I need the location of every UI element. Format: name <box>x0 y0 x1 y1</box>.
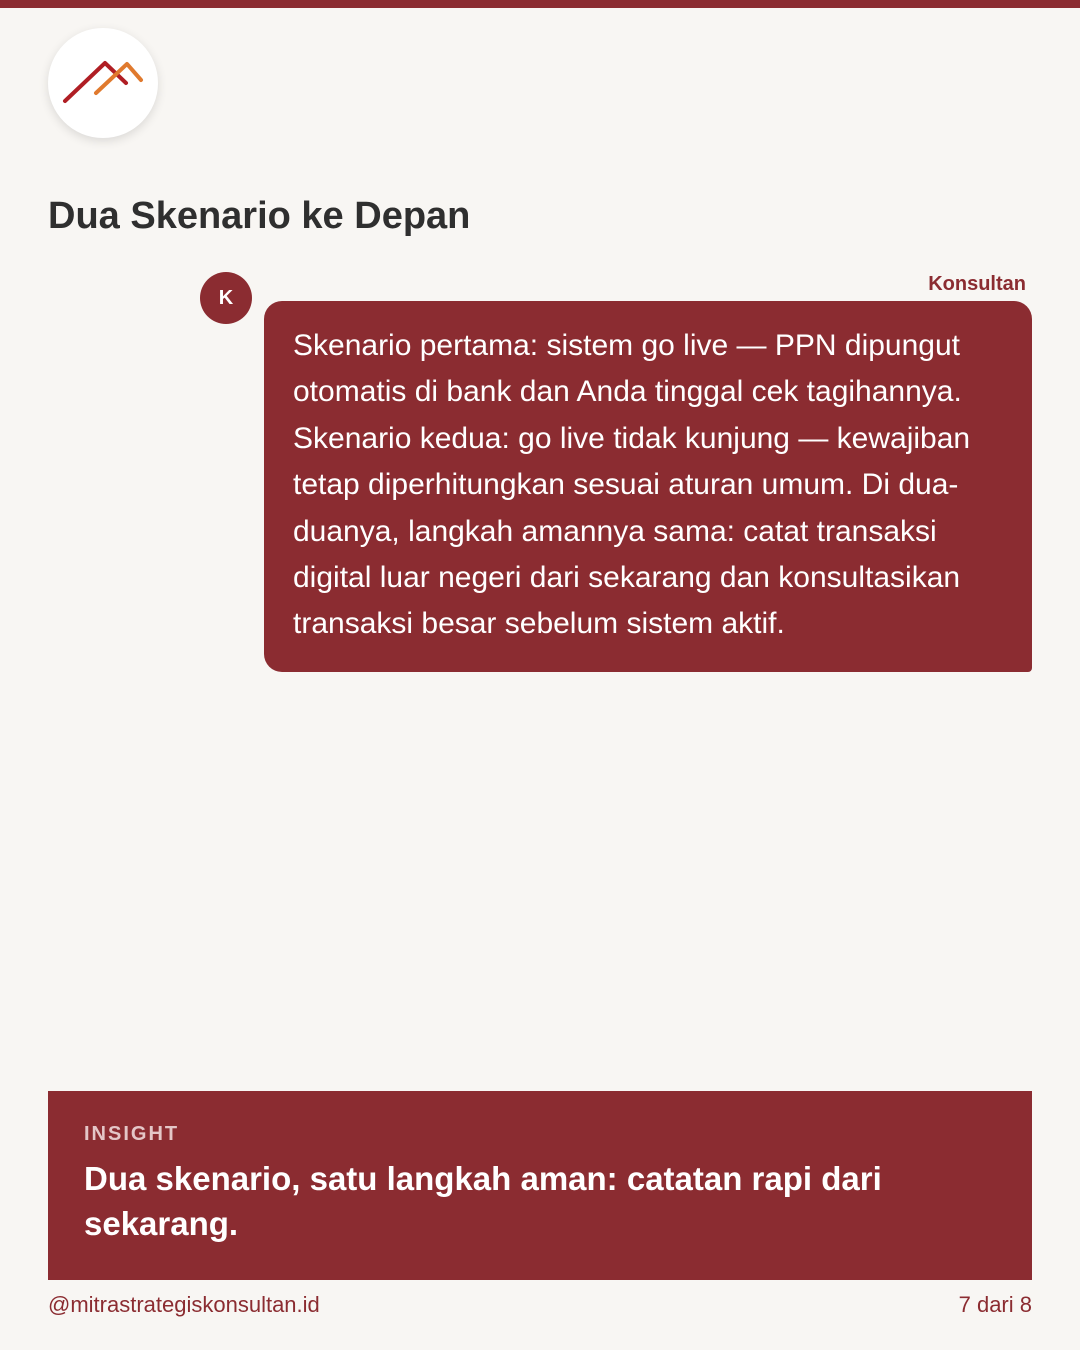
sender-name: Konsultan <box>928 273 1026 295</box>
social-handle: @mitrastrategiskonsultan.id <box>48 1292 320 1317</box>
chat-bubble <box>264 301 1032 672</box>
top-accent-bar <box>0 0 1080 8</box>
insight-box <box>48 1091 1032 1280</box>
chat-message-text: Skenario pertama: sistem go live — PPN dipungut otomatis di bank dan Anda tinggal cek tagihannya. Skenario kedua: go live tidak kunjung — kewajiban tetap diperhitungkan sesuai aturan umum. Di dua-duanya, langkah amannya sama: catat transaksi digital luar negeri dari sekarang dan konsultasikan transaksi besar sebelum sistem aktif. <box>293 329 971 641</box>
page-indicator: 7 dari 8 <box>958 1292 1032 1317</box>
avatar-initial: K <box>218 286 234 309</box>
avatar <box>200 272 252 324</box>
insight-text: Dua skenario, satu langkah aman: catatan rapi dari sekarang. <box>84 1160 882 1242</box>
insight-label: INSIGHT <box>84 1123 180 1145</box>
brand-logo <box>48 28 158 138</box>
page-title: Dua Skenario ke Depan <box>48 195 471 237</box>
mountain-peaks-icon <box>48 28 158 138</box>
